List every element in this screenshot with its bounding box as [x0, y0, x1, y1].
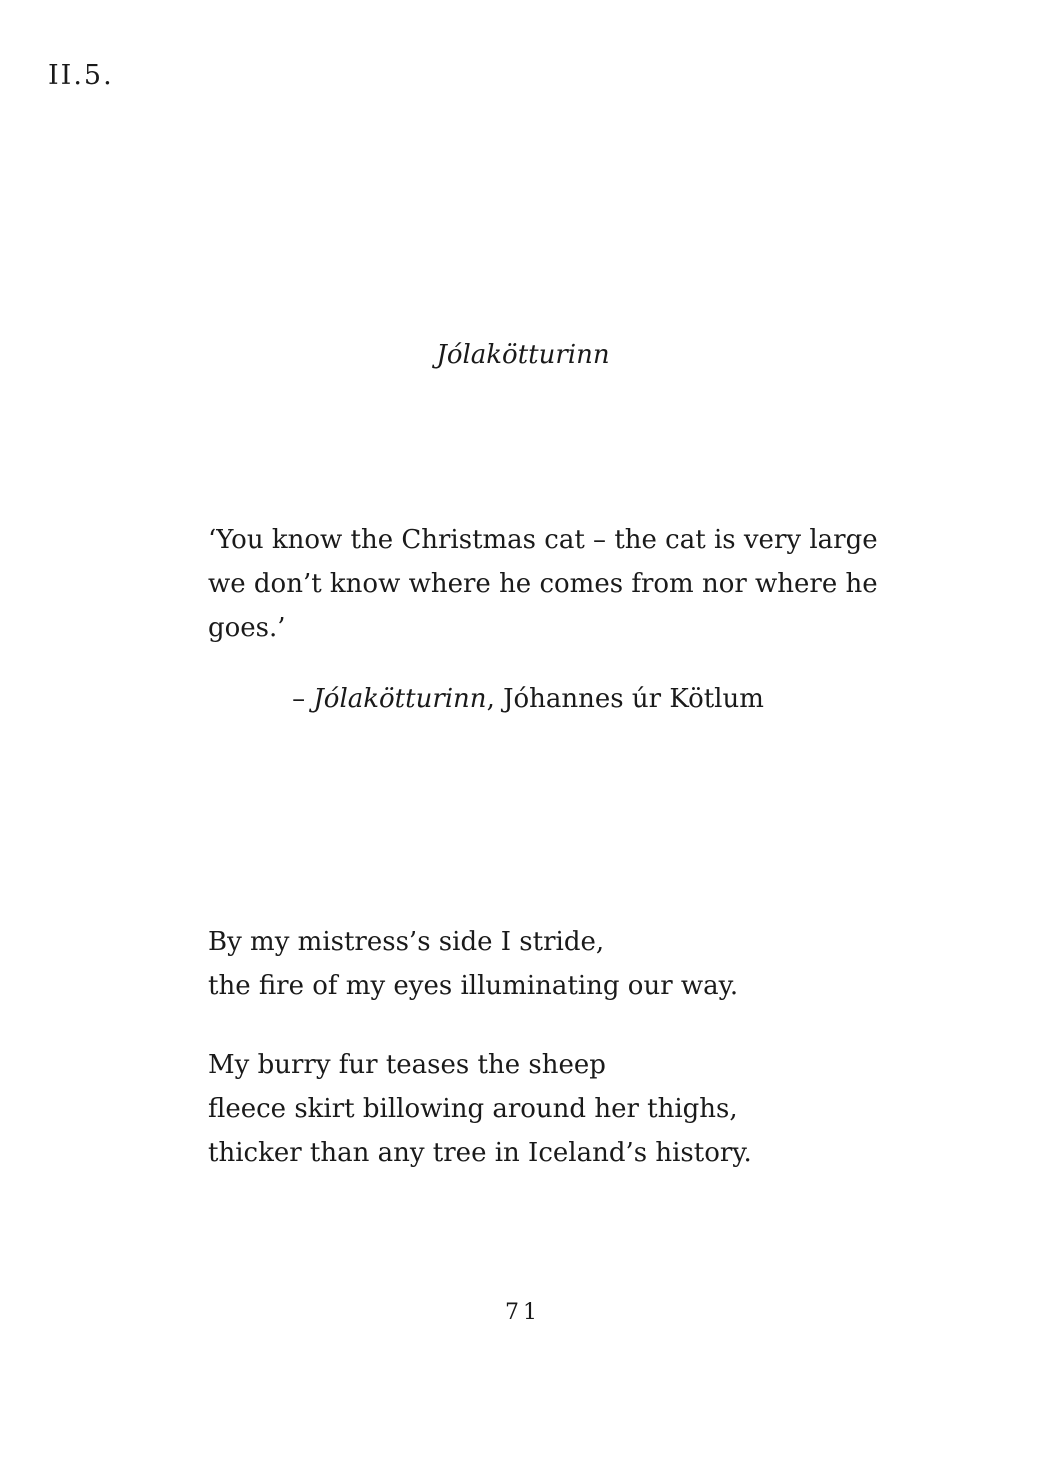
epigraph-line: ‘You know the Christmas cat – the cat is very large [208, 525, 878, 555]
verse-line: the fire of my eyes illuminating our way. [208, 971, 739, 1001]
epigraph-attribution [0, 684, 1046, 714]
verse-line: By my mistress’s side I stride, [208, 927, 605, 957]
section-number: II.5. [48, 60, 114, 91]
epigraph-line: goes.’ [208, 613, 286, 643]
attribution-dash: – [292, 684, 314, 714]
verse-line: thicker than any tree in Iceland’s history. [208, 1138, 752, 1168]
verse-line: fleece skirt billowing around her thighs, [208, 1094, 738, 1124]
stanza [208, 920, 908, 1008]
epigraph-line: we don’t know where he comes from nor where he [208, 569, 878, 599]
attribution-title: Jólakötturinn [313, 684, 487, 714]
poem-title: Jólakötturinn [436, 340, 610, 370]
epigraph [208, 518, 878, 650]
attribution-author: , Jóhannes úr Kötlum [486, 684, 764, 714]
stanza [208, 1043, 908, 1175]
verse-line: My burry fur teases the sheep [208, 1050, 606, 1080]
page-number: 71 [505, 1300, 541, 1325]
